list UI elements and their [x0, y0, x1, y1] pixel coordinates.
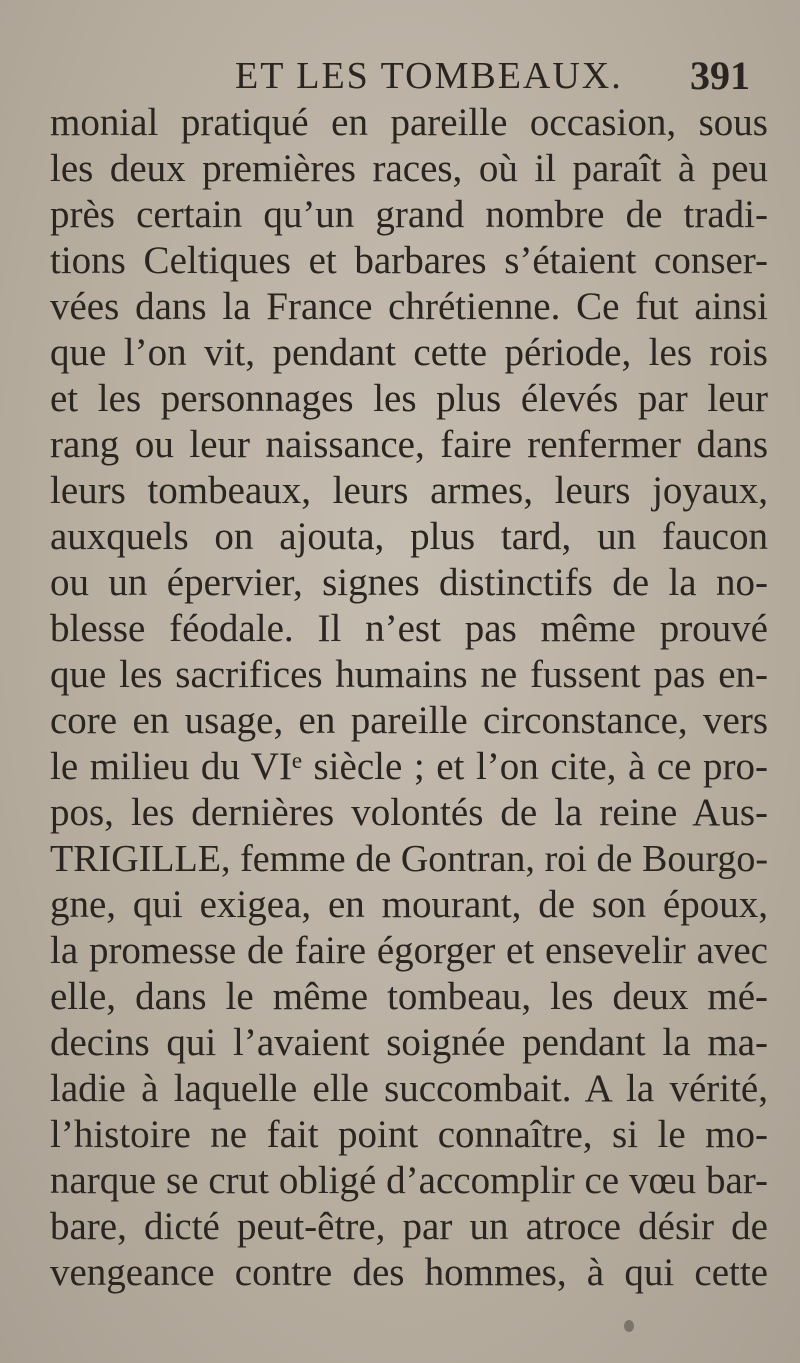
- text-line: pos, les dernières volontés de la reine Aus-: [50, 791, 768, 834]
- running-head: [0, 48, 800, 104]
- text-line: que l’on vit, pendant cette période, les rois: [50, 331, 768, 374]
- text-line: narque se crut obligé d’accomplir ce vœu bar-: [50, 1159, 768, 1202]
- text-line: blesse féodale. Il n’est pas même prouvé: [50, 607, 768, 650]
- text-line: que les sacrifices humains ne fussent pas en-: [50, 653, 768, 696]
- text-line: bare, dicté peut-être, par un atroce désir de: [50, 1205, 768, 1248]
- text-line: la promesse de faire égorger et ensevelir avec: [50, 929, 768, 972]
- text-line: ladie à laquelle elle succombait. A la vérité,: [50, 1067, 768, 1110]
- text-line: près certain qu’un grand nombre de tradi-: [50, 193, 768, 236]
- paper-blemish: [624, 1320, 634, 1332]
- text-line: vengeance contre des hommes, à qui cette: [50, 1251, 768, 1294]
- text-line: decins qui l’avaient soignée pendant la ma-: [50, 1021, 768, 1064]
- text-line: tions Celtiques et barbares s’étaient conser-: [50, 239, 768, 282]
- text-line: elle, dans le même tombeau, les deux mé-: [50, 975, 768, 1018]
- page-number: 391: [690, 53, 750, 98]
- text-line: TRIGILLE, femme de Gontran, roi de Bourgo-: [50, 838, 768, 880]
- text-line: ou un épervier, signes distinctifs de la no-: [50, 561, 768, 604]
- running-title: ET LES TOMBEAUX.: [235, 55, 623, 97]
- text-line: vées dans la France chrétienne. Ce fut ainsi: [50, 285, 768, 328]
- text-line: monial pratiqué en pareille occasion, sous: [50, 101, 768, 144]
- text-line: l’histoire ne fait point connaître, si le mo-: [50, 1113, 768, 1156]
- text-line: et les personnages les plus élevés par leur: [50, 377, 768, 420]
- text-line: le milieu du VIᵉ siècle ; et l’on cite, à ce pro-: [50, 745, 768, 788]
- text-line: auxquels on ajouta, plus tard, un faucon: [50, 515, 768, 558]
- text-line: rang ou leur naissance, faire renfermer dans: [50, 423, 768, 466]
- text-line: core en usage, en pareille circonstance, vers: [50, 699, 768, 742]
- text-line: gne, qui exigea, en mourant, de son époux,: [50, 883, 768, 926]
- text-line: les deux premières races, où il paraît à peu: [50, 147, 768, 190]
- text-line: leurs tombeaux, leurs armes, leurs joyaux,: [50, 469, 768, 512]
- body-text: [50, 100, 768, 1296]
